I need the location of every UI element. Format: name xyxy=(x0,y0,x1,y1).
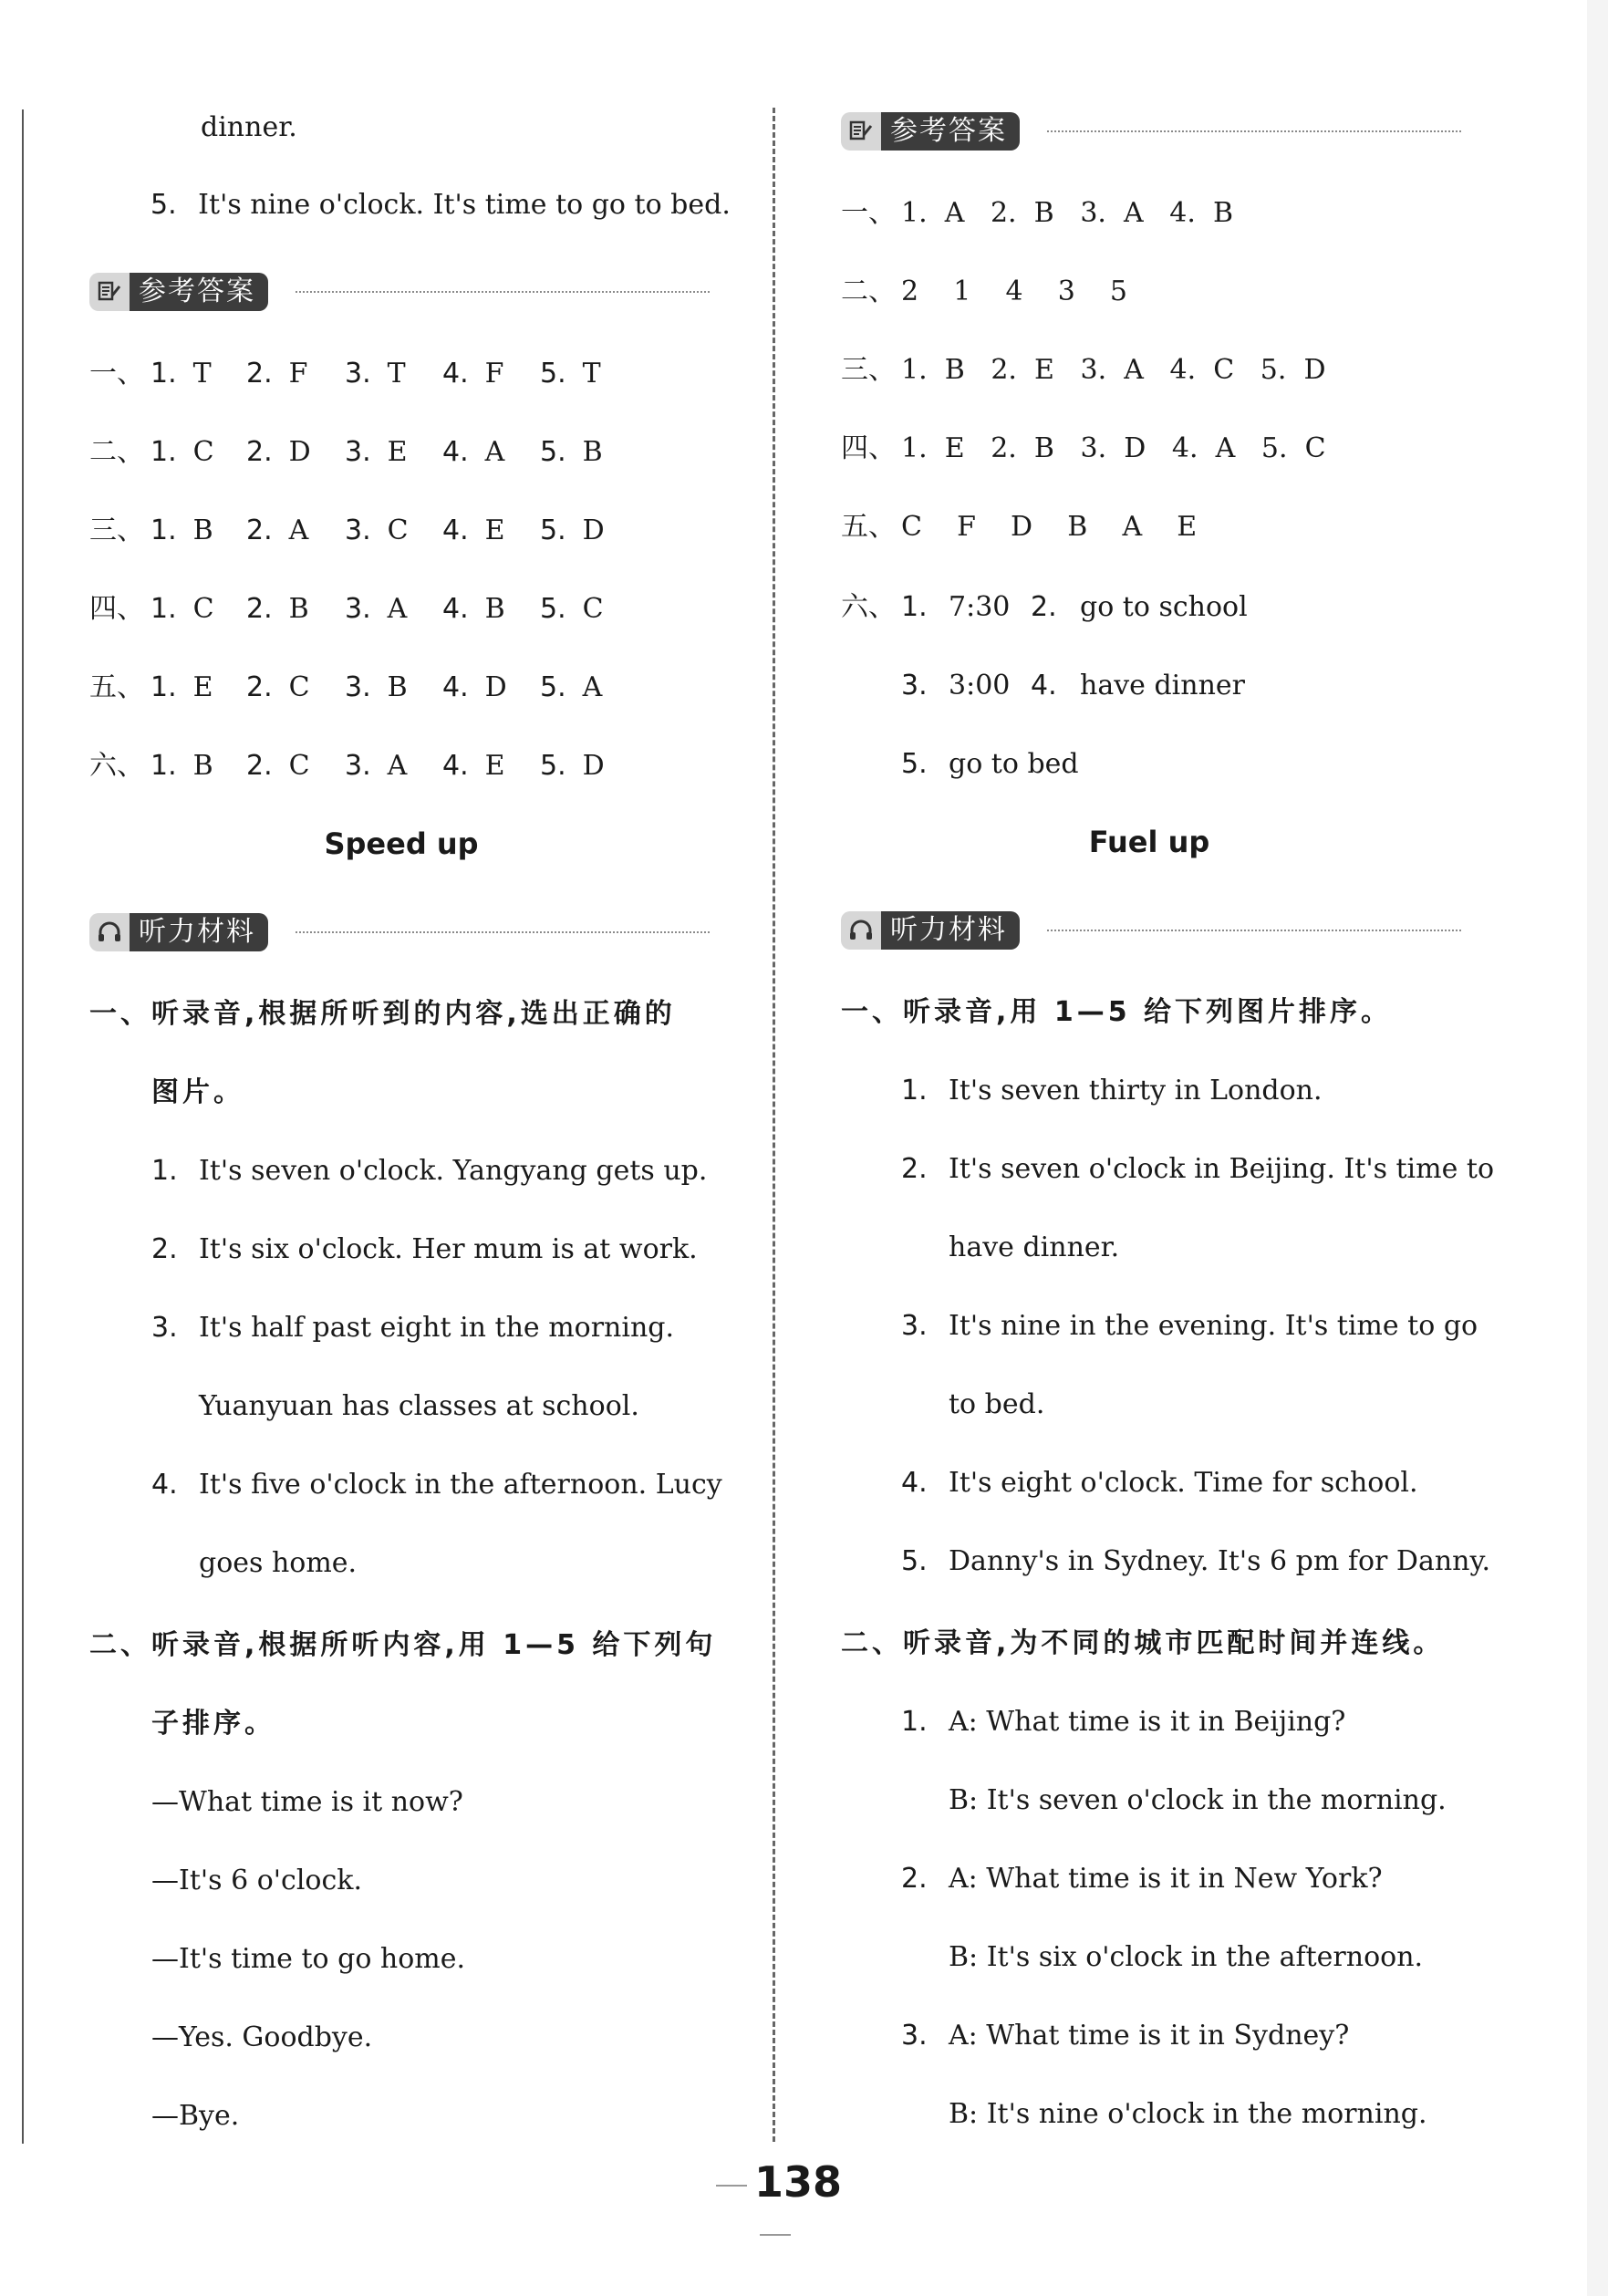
answer-number: 3. xyxy=(345,358,371,390)
page-number: 138 xyxy=(693,2157,857,2256)
answer-value: 7:30 xyxy=(949,591,1011,623)
list-item: have dinner. xyxy=(949,1231,1120,1263)
list-item: It's seven thirty in London. xyxy=(949,1075,1323,1106)
dialogue-line: A: What time is it in Sydney? xyxy=(949,2020,1350,2052)
headphones-icon xyxy=(841,911,881,950)
answer-value: E xyxy=(192,671,213,703)
answer-value: B xyxy=(288,593,309,625)
answer-value: A xyxy=(387,593,408,625)
list-item: to bed. xyxy=(949,1388,1045,1420)
answer-value: E xyxy=(484,750,505,782)
answer-value: C xyxy=(192,436,214,468)
answer-book-icon xyxy=(841,112,881,151)
list-item: It's six o'clock. Her mum is at work. xyxy=(199,1233,698,1265)
item-number: 2. xyxy=(151,1233,178,1265)
answer-item xyxy=(150,591,214,628)
answer-item xyxy=(246,748,310,784)
answer-item xyxy=(442,591,505,628)
answer-item xyxy=(442,513,505,549)
answer-item xyxy=(540,356,601,392)
item-number: 5. xyxy=(901,1545,928,1577)
item-number: 3. xyxy=(901,1310,928,1342)
answer-number: 5. xyxy=(540,750,566,782)
dialogue-line: —Bye. xyxy=(151,2100,240,2132)
answer-number: 4. xyxy=(442,436,469,468)
item-number: 4. xyxy=(151,1469,178,1501)
answer-number: 2. xyxy=(246,436,273,468)
dialogue-line: —What time is it now? xyxy=(151,1786,463,1818)
answer-item xyxy=(540,748,605,784)
answer-number: 4. xyxy=(442,671,469,703)
answer-number: 1. xyxy=(150,436,177,468)
answer-value: T xyxy=(582,358,601,390)
answer-value: D xyxy=(484,671,507,703)
answer-value: go to bed xyxy=(949,748,1079,780)
answer-item xyxy=(442,748,505,784)
answer-row-label: 五、 xyxy=(89,671,144,703)
headphones-icon xyxy=(89,913,130,951)
answer-value: have dinner xyxy=(1080,670,1245,701)
answer-value: B xyxy=(582,436,603,468)
answer-number: 4. xyxy=(442,593,469,625)
answer-item xyxy=(540,434,603,471)
listening-header-right: 听力材料 xyxy=(841,910,1461,951)
answer-item xyxy=(246,670,310,706)
item-number: 3. xyxy=(901,2020,928,2052)
answer-row-label: 三、 xyxy=(841,354,896,386)
dialogue-line: —It's time to go home. xyxy=(151,1943,466,1975)
answer-item xyxy=(246,513,308,549)
answer-number: 2. xyxy=(246,750,273,782)
answer-item xyxy=(345,513,409,549)
answer-value: E xyxy=(387,436,408,468)
dialogue-line: B: It's six o'clock in the afternoon. xyxy=(949,1941,1424,1973)
answer-row-values: C F D B A E xyxy=(901,511,1198,543)
answer-number: 2. xyxy=(246,593,273,625)
answer-row-values: 1. B 2. E 3. A 4. C 5. D xyxy=(901,354,1326,386)
answer-row-label: 三、 xyxy=(89,514,144,546)
answer-value: C xyxy=(288,671,310,703)
left-q1-title: 一、听录音,根据所听到的内容,选出正确的 xyxy=(89,998,676,1030)
answer-item xyxy=(246,591,309,628)
dialogue-line: B: It's nine o'clock in the morning. xyxy=(949,2098,1427,2130)
answer-value: A xyxy=(387,750,408,782)
answer-value: D xyxy=(288,436,311,468)
answer-row-values: 1. A 2. B 3. A 4. B xyxy=(901,197,1234,229)
section-title-speed-up: Speed up xyxy=(324,826,479,861)
margin-line xyxy=(22,109,24,2144)
dialogue-line: A: What time is it in Beijing? xyxy=(949,1706,1346,1738)
answer-item xyxy=(540,670,602,706)
answer-number: 3. xyxy=(345,514,371,546)
answer-item xyxy=(345,356,406,392)
list-item: It's five o'clock in the afternoon. Lucy xyxy=(199,1469,722,1501)
item-number: 4. xyxy=(901,1467,928,1499)
right-q2-title: 二、听录音,为不同的城市匹配时间并连线。 xyxy=(841,1627,1445,1659)
answer-item xyxy=(150,356,212,392)
answer-number: 3. xyxy=(345,671,371,703)
answer-number: 1. xyxy=(150,750,177,782)
answer-row-values: 1. E 2. B 3. D 4. A 5. C xyxy=(901,432,1326,464)
answer-number: 5. xyxy=(540,671,566,703)
answer-row-label: 一、 xyxy=(841,197,896,229)
answer-row-label: 五、 xyxy=(841,511,896,543)
answer-item xyxy=(442,434,504,471)
answer-value: D xyxy=(582,750,605,782)
answer-value: T xyxy=(192,358,212,390)
answer-item xyxy=(540,513,605,549)
answer-number: 4. xyxy=(442,750,469,782)
answer-value: B xyxy=(387,671,408,703)
answer-value: A xyxy=(484,436,505,468)
left-top-item: 5. It's nine o'clock. It's time to go to bed. xyxy=(150,189,731,221)
dialogue-line: B: It's seven o'clock in the morning. xyxy=(949,1784,1447,1816)
answer-number: 3. xyxy=(345,436,371,468)
answer-value: A xyxy=(288,514,309,546)
list-item: It's seven o'clock. Yangyang gets up. xyxy=(199,1155,708,1187)
item-number: 4. xyxy=(1031,670,1057,701)
answer-value: 3:00 xyxy=(949,670,1011,701)
answer-value: B xyxy=(192,750,213,782)
answer-item xyxy=(150,434,214,471)
answer-row-label: 四、 xyxy=(89,593,144,625)
answer-value: T xyxy=(387,358,406,390)
answer-number: 4. xyxy=(442,514,469,546)
listening-header-left: 听力材料 xyxy=(89,912,710,952)
answer-number: 1. xyxy=(150,593,177,625)
answer-item xyxy=(345,748,407,784)
answer-number: 3. xyxy=(345,750,371,782)
answer-item xyxy=(150,670,213,706)
list-item: It's nine in the evening. It's time to go xyxy=(949,1310,1478,1342)
answer-value: B xyxy=(192,514,213,546)
answer-value: go to school xyxy=(1080,591,1248,623)
answer-number: 5. xyxy=(540,436,566,468)
list-item: It's eight o'clock. Time for school. xyxy=(949,1467,1418,1499)
answer-row-label: 六、 xyxy=(89,750,144,782)
answer-value: C xyxy=(192,593,214,625)
answer-item xyxy=(150,513,213,549)
answer-number: 1. xyxy=(150,671,177,703)
answer-item xyxy=(150,748,213,784)
answer-item xyxy=(442,356,503,392)
dialogue-line: A: What time is it in New York? xyxy=(949,1863,1383,1895)
list-item: Yuanyuan has classes at school. xyxy=(199,1390,639,1422)
answer-value: C xyxy=(582,593,604,625)
right-q1-title: 一、听录音,用 1—5 给下列图片排序。 xyxy=(841,996,1393,1028)
answer-item xyxy=(442,670,507,706)
answer-number: 5. xyxy=(540,593,566,625)
answer-value: B xyxy=(484,593,505,625)
list-item: It's half past eight in the morning. xyxy=(199,1312,675,1344)
item-number: 5. xyxy=(901,748,928,780)
answer-row-label: 二、 xyxy=(89,436,144,468)
answer-value: E xyxy=(484,514,505,546)
item-number: 2. xyxy=(901,1863,928,1895)
item-number: 2. xyxy=(1031,591,1057,623)
answer-value: A xyxy=(582,671,603,703)
answer-number: 1. xyxy=(150,358,177,390)
answer-number: 2. xyxy=(246,514,273,546)
answer-item xyxy=(246,356,307,392)
answer-number: 2. xyxy=(246,358,273,390)
answer-row-values: 2 1 4 3 5 xyxy=(901,275,1128,307)
item-number: 3. xyxy=(151,1312,178,1344)
column-divider xyxy=(773,108,775,2142)
answer-number: 1. xyxy=(150,514,177,546)
item-number: 1. xyxy=(901,1706,928,1738)
list-item: Danny's in Sydney. It's 6 pm for Danny. xyxy=(949,1545,1490,1577)
answer-item xyxy=(345,591,407,628)
item-number: 1. xyxy=(901,591,928,623)
section-title-fuel-up: Fuel up xyxy=(1088,825,1210,859)
answer-value: F xyxy=(484,358,504,390)
answer-number: 5. xyxy=(540,358,566,390)
left-q1-title-cont: 图片。 xyxy=(151,1076,244,1108)
dialogue-line: —Yes. Goodbye. xyxy=(151,2021,373,2053)
dialogue-line: —It's 6 o'clock. xyxy=(151,1865,362,1896)
answer-number: 3. xyxy=(345,593,371,625)
item-number: 2. xyxy=(901,1153,928,1185)
answer-book-icon xyxy=(89,273,130,311)
answer-value: C xyxy=(387,514,409,546)
item-number: 1. xyxy=(151,1155,178,1187)
left-top-line: dinner. xyxy=(201,111,297,143)
answer-row-label: 一、 xyxy=(89,358,144,390)
item-number: 3. xyxy=(901,670,928,701)
left-q2-title: 二、听录音,根据所听内容,用 1—5 给下列句 xyxy=(89,1629,717,1661)
answer-item xyxy=(345,434,408,471)
answer-row-label: 二、 xyxy=(841,275,896,307)
answer-value: C xyxy=(288,750,310,782)
answer-value: D xyxy=(582,514,605,546)
answer-item xyxy=(246,434,311,471)
list-item: It's seven o'clock in Beijing. It's time to xyxy=(949,1153,1495,1185)
answer-number: 2. xyxy=(246,671,273,703)
left-q2-title-cont: 子排序。 xyxy=(151,1708,275,1740)
answer-item xyxy=(345,670,408,706)
answer-row-label: 四、 xyxy=(841,432,896,464)
item-number: 1. xyxy=(901,1075,928,1106)
answer-number: 4. xyxy=(442,358,469,390)
list-item: goes home. xyxy=(199,1547,358,1579)
answer-header-left: 参考答案 xyxy=(89,272,710,312)
answer-header-right: 参考答案 xyxy=(841,111,1461,151)
answer-item xyxy=(540,591,604,628)
right-answer-six: 六、 xyxy=(841,591,896,623)
answer-value: F xyxy=(288,358,308,390)
answer-number: 5. xyxy=(540,514,566,546)
